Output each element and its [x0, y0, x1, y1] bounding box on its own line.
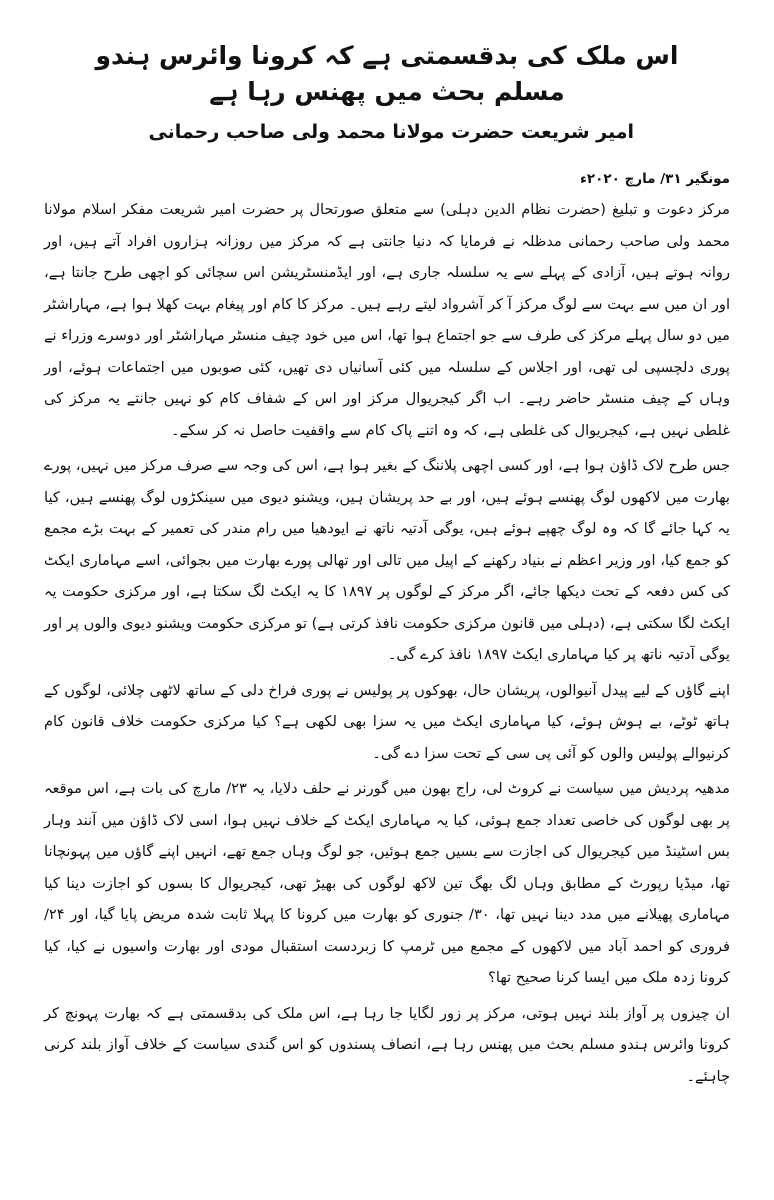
article-paragraph-1: مرکز دعوت و تبلیغ (حضرت نظام الدین دہلی) سے متعلق صورتحال پر حضرت امیر شریعت مفکر اسلام مولانا محمد ولی صاحب رحمانی مدظلہ نے فرمایا کہ دنیا جانتی ہے کہ مرکز میں روزانہ ہزاروں افراد آتے ہیں، اور روانہ ہوتے ہیں، آزادی کے پہلے سے یہ سلسلہ جاری ہے، اور ایڈمنسٹریشن اس سچائی کو اچھی طرح جانتا ہے، اور ان میں سے بہت سے لوگ مرکز آ کر آشرواد لیتے رہے ہیں۔ مرکز کا کام اور پیغام بہت کھلا ہوا ہے، مہاراشٹر میں دو سال پہلے مرکز کی طرف سے جو اجتماع ہوا تھا، اس میں خود چیف منسٹر مہاراشٹر اور دوسرے وزراء نے پوری دلچسپی لی تھی، اور اجلاس کے سلسلہ میں کئی آسانیاں دی تھیں، کئی صوبوں میں اجتماعات ہوئے، اور وہاں کے چیف منسٹر حاضر رہے۔ اب اگر کیجریوال مرکز اور اس کے شفاف کام کو نہیں جانتے یہ مرکز کی غلطی نہیں ہے، کیجریوال کی غلطی ہے، کہ وہ اتنے پاک کام سے واقفیت حاصل نہ کر سکے۔: [44, 201, 730, 439]
article-paragraph-2: جس طرح لاک ڈاؤن ہوا ہے، اور کسی اچھی پلاننگ کے بغیر ہوا ہے، اس کی وجہ سے صرف مرکز میں نہیں، پورے بھارت میں لاکھوں لوگ پھنسے ہوئے ہیں، اور بے حد پریشان ہیں، ویشنو دیوی میں سینکڑوں لوگ پھنسے ہیں، کیا یہ کہا جائے گا کہ وہ لوگ چھپے ہوئے ہیں، یوگی آدتیہ ناتھ نے ایودھیا میں رام مندر کی تعمیر کے بہت بڑے مجمع کو جمع کیا، اور وزیر اعظم نے بنیاد رکھنے کے اپیل میں تالی اور تھالی پورے بھارت میں بجوائی، اسے مہاماری ایکٹ کی کس دفعہ کے تحت دیکھا جائے، اگر مرکز کے لوگوں پر ۱۸۹۷ کا یہ ایکٹ لگ سکتا ہے، اور مرکزی حکومت یہ ایکٹ لگا سکتی ہے، (دہلی میں قانون مرکزی حکومت نافذ کرتی ہے) تو مرکزی حکومت ویشنو دیوی والوں پر اور یوگی آدتیہ ناتھ پر کیا مہاماری ایکٹ ۱۸۹۷ نافذ کرے گی۔: [44, 457, 730, 663]
article-byline: امیر شریعت حضرت مولانا محمد ولی صاحب رحمانی: [148, 121, 634, 143]
article-dateline: مونگیر ۳۱/ مارچ ۲۰۲۰ء: [580, 171, 730, 187]
article-headline: اس ملک کی بدقسمتی ہے کہ کرونا وائرس ہندو مسلم بحث میں پھنس رہا ہے: [95, 41, 679, 106]
article-paragraph-3: اپنے گاؤں کے لیے پیدل آنیوالوں، پریشان حال، بھوکوں پر پولیس نے پوری فراخ دلی کے ساتھ لاٹھی چلائی، لوگوں کے ہاتھ ٹوٹے، بے ہوش ہوئے، کیا مہاماری ایکٹ میں یہ سزا بھی لکھی ہے؟ کیا مرکزی حکومت خلاف قانون کام کرنیوالے پولیس والوں کو آئی پی سی کے تحت سزا دے گی۔: [44, 681, 730, 762]
article-paragraph-5: ان چیزوں پر آواز بلند نہیں ہوتی، مرکز پر زور لگایا جا رہا ہے، اس ملک کی بدقسمتی ہے کہ بھارت پہونچ کر کرونا وائرس ہندو مسلم بحث میں پھنس رہا ہے، انصاف پسندوں کو اس گندی سیاست کے خلاف آواز بلند کرنی چاہئے۔: [44, 1004, 730, 1085]
article-paragraph-4: مدھیہ پردیش میں سیاست نے کروٹ لی، راج بھون میں گورنر نے حلف دلایا، یہ ۲۳/ مارچ کی بات ہے، اس موقعہ پر بھی لوگوں کی خاصی تعداد جمع ہوئی، کیا یہ مہاماری ایکٹ کے خلاف نہیں ہوا، اسی لاک ڈاؤن میں آنند وہار بس اسٹینڈ میں کیجریوال کی اجازت سے بسیں جمع ہوئیں، جو لوگ وہاں جمع تھے، انہیں اپنے گاؤں میں پہونچانا تھا، میڈیا رپورٹ کے مطابق وہاں لگ بھگ تین لاکھ لوگوں کی بھیڑ تھی، کیجریوال کا بسوں کو اجازت دینا کیا مہاماری پھیلانے میں مدد دینا نہیں تھا، ۳۰/ جنوری کو بھارت میں کرونا کا پہلا ثابت شدہ مریض پایا گیا، اور ۲۴/ فروری کو احمد آباد میں لاکھوں کے مجمع میں ٹرمپ کا زبردست استقبال مودی اور بھارت واسیوں نے کیا، کیا کرونا زدہ ملک میں ایسا کرنا صحیح تھا؟: [44, 780, 730, 986]
